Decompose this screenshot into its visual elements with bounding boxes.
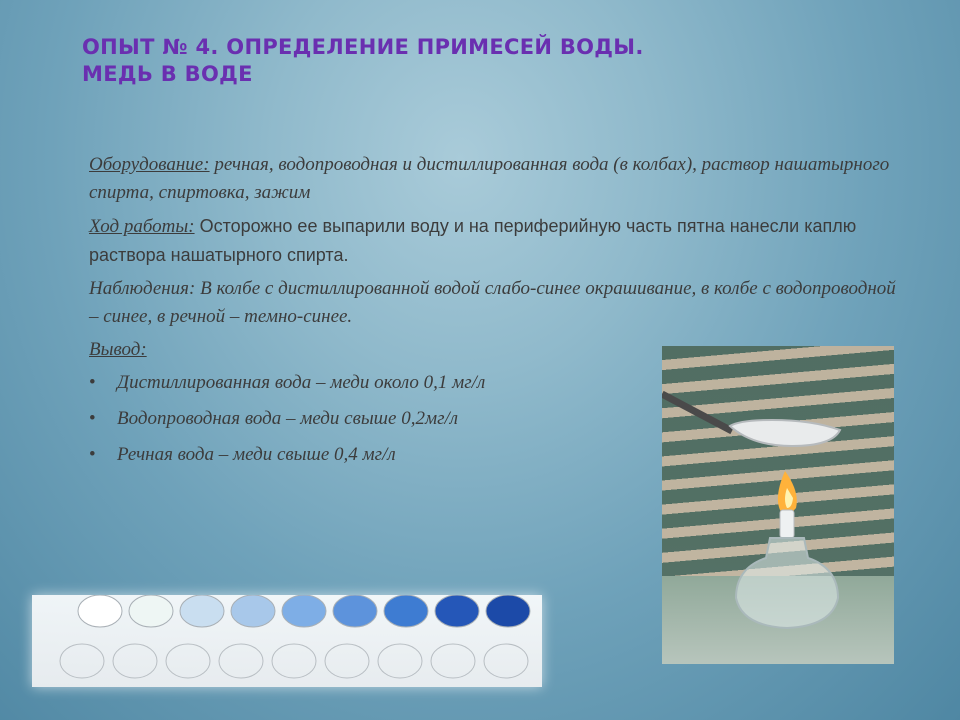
- wick-holder-icon: [780, 510, 794, 538]
- empty-sample-circle: [166, 644, 210, 678]
- empty-sample-circle: [378, 644, 422, 678]
- color-sample-circle: [384, 595, 428, 627]
- empty-sample-circle: [219, 644, 263, 678]
- color-sample-circle: [129, 595, 173, 627]
- lamp-illustration: [662, 346, 894, 664]
- bullet-icon: •: [89, 444, 96, 465]
- bullet-icon: •: [89, 372, 96, 393]
- conclusion-item-text: Водопроводная вода – меди свыше 0,2мг/л: [117, 408, 459, 429]
- empty-sample-circle: [60, 644, 104, 678]
- color-sample-circle: [78, 595, 122, 627]
- empty-sample-circle: [431, 644, 475, 678]
- equipment-text: речная, водопроводная и дистиллированная вода (в колбах), раствор нашатырного спирта, спиртовка, зажим: [89, 154, 890, 203]
- clamp-icon: [662, 394, 732, 431]
- empty-sample-circle: [113, 644, 157, 678]
- color-sample-circle: [282, 595, 326, 627]
- color-sample-circle: [333, 595, 377, 627]
- slide-title: [82, 34, 902, 88]
- spirit-lamp-icon: [736, 538, 838, 628]
- conclusion-label: Вывод:: [89, 339, 147, 360]
- empty-sample-circle: [325, 644, 369, 678]
- color-scale-strip: [32, 595, 542, 687]
- conclusion-item-text: Дистиллированная вода – меди около 0,1 мг/л: [117, 372, 486, 393]
- color-sample-circle: [231, 595, 275, 627]
- procedure-paragraph: [89, 212, 909, 270]
- color-sample-circle: [435, 595, 479, 627]
- equipment-label: Оборудование:: [89, 154, 210, 175]
- empty-sample-circle: [272, 644, 316, 678]
- equipment-paragraph: [89, 151, 909, 207]
- color-sample-circle: [486, 595, 530, 627]
- evaporating-dish-icon: [730, 420, 840, 446]
- title-line-2: МЕДЬ В ВОДЕ: [82, 62, 253, 86]
- empty-sample-circle: [484, 644, 528, 678]
- spirit-lamp-photo: [662, 346, 894, 664]
- procedure-label: Ход работы:: [89, 216, 195, 237]
- bullet-icon: •: [89, 408, 96, 429]
- title-line-1: ОПЫТ № 4. ОПРЕДЕЛЕНИЕ ПРИМЕСЕЙ ВОДЫ.: [82, 35, 644, 59]
- conclusion-item-text: Речная вода – меди свыше 0,4 мг/л: [117, 444, 396, 465]
- color-sample-circle: [180, 595, 224, 627]
- observations-paragraph: Наблюдения: В колбе с дистиллированной водой слабо-синее окрашивание, в колбе с водопроводной – синее, в речной – темно-синее.: [89, 278, 896, 327]
- color-scale: [32, 595, 542, 687]
- procedure-text: Осторожно ее выпарили воду и на периферийную часть пятна нанесли каплю раствора нашатырного спирта.: [89, 216, 857, 265]
